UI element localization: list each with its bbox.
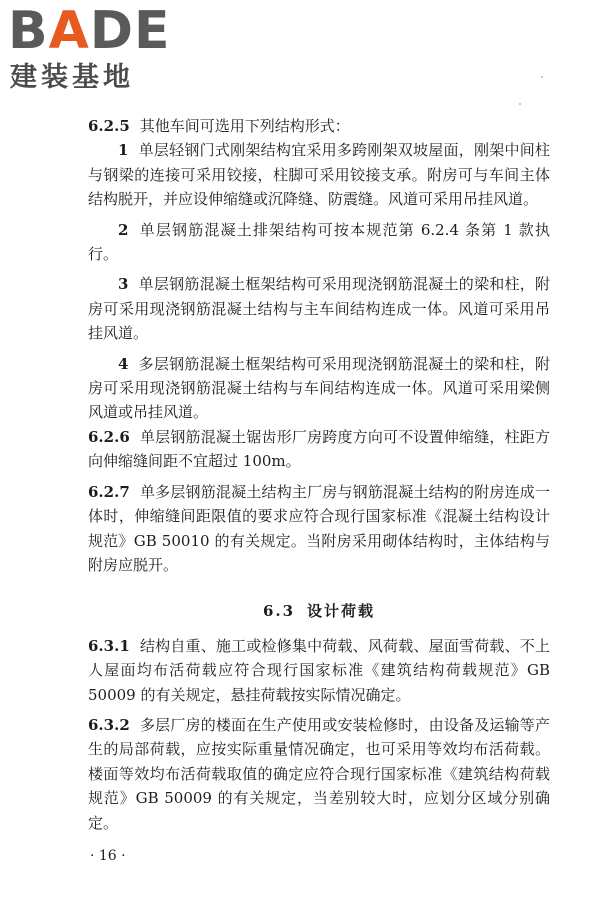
bade-logo [8,1,178,96]
item-number: 3 [118,275,129,294]
clause-text: 其他车间可选用下列结构形式： [139,117,350,135]
item-number: 4 [118,354,129,373]
section-number: 6.3 [262,602,296,621]
item-text: 单层钢筋混凝土排架结构可按本规范第 6.2.4 条第 1 款执行。 [88,220,550,264]
scan-speck [519,103,521,105]
clause-number: 6.2.6 [88,427,130,446]
clause-text: 多层厂房的楼面在生产使用或安装检修时，由设备及运输等产生的局部荷载，应按实际重量情况确定，也可采用等效均布活荷载。楼面等效均布活荷载取值的确定应符合现行国家标准《建筑结构荷载规范》GB 50009 的有关规定，当差别较大时，应划分区域分别确定。 [88,715,550,832]
item-number: 2 [118,220,129,239]
clause-text: 单层钢筋混凝土锯齿形厂房跨度方向可不设置伸缩缝，柱距方向伸缩缝间距不宜超过 100m。 [88,427,550,471]
clause-number: 6.2.5 [88,117,130,135]
logo-letter-a: A [48,1,90,61]
section-heading [88,599,550,623]
clause-6-3-2 [88,713,550,835]
section-title: 设计荷载 [307,602,376,621]
logo-wordmark [8,1,171,61]
list-item [88,218,550,267]
item-text: 多层钢筋混凝土框架结构可采用现浇钢筋混凝土的梁和柱，附房可采用现浇钢筋混凝土结构与车间结构连成一体。风道可采用梁侧风道或吊挂风道。 [88,354,550,422]
clause-number: 6.2.7 [88,482,130,501]
clause-6-3-1 [88,634,550,707]
document-body [88,114,550,835]
list-item [88,138,550,211]
logo-letters-de: DE [89,1,171,61]
clause-number: 6.3.2 [88,715,130,734]
clause-text: 结构自重、施工或检修集中荷载、风荷载、屋面雪荷载、不上人屋面均布活荷载应符合现行国家标准《建筑结构荷载规范》GB 50009 的有关规定，悬挂荷载按实际情况确定。 [88,636,550,704]
item-text: 单层轻钢门式刚架结构宜采用多跨刚架双坡屋面，刚架中间柱与钢梁的连接可采用铰接，柱脚可采用铰接支承。附房可与车间主体结构脱开，并应设伸缩缝或沉降缝、防震缝。风道可采用吊挂风道。 [88,141,550,209]
item-number: 1 [118,141,129,160]
clause-6-2-5 [88,114,550,138]
logo-subtitle: 建装基地 [10,62,134,93]
clause-6-2-7 [88,480,550,578]
scan-speck [541,76,543,78]
page-number: · 16 · [90,848,126,864]
clause-number: 6.3.1 [88,636,130,655]
list-item [88,352,550,425]
list-item [88,272,550,345]
logo-letter-b: B [8,1,49,61]
clause-text: 单多层钢筋混凝土结构主厂房与钢筋混凝土结构的附房连成一体时，伸缩缝间距限值的要求应符合现行国家标准《混凝土结构设计规范》GB 50010 的有关规定。当附房采用砌体结构时，主体结构与附房应脱开。 [88,482,550,574]
item-text: 单层钢筋混凝土框架结构可采用现浇钢筋混凝土的梁和柱，附房可采用现浇钢筋混凝土结构与主车间结构连成一体。风道可采用吊挂风道。 [88,275,550,343]
clause-6-2-6 [88,425,550,474]
